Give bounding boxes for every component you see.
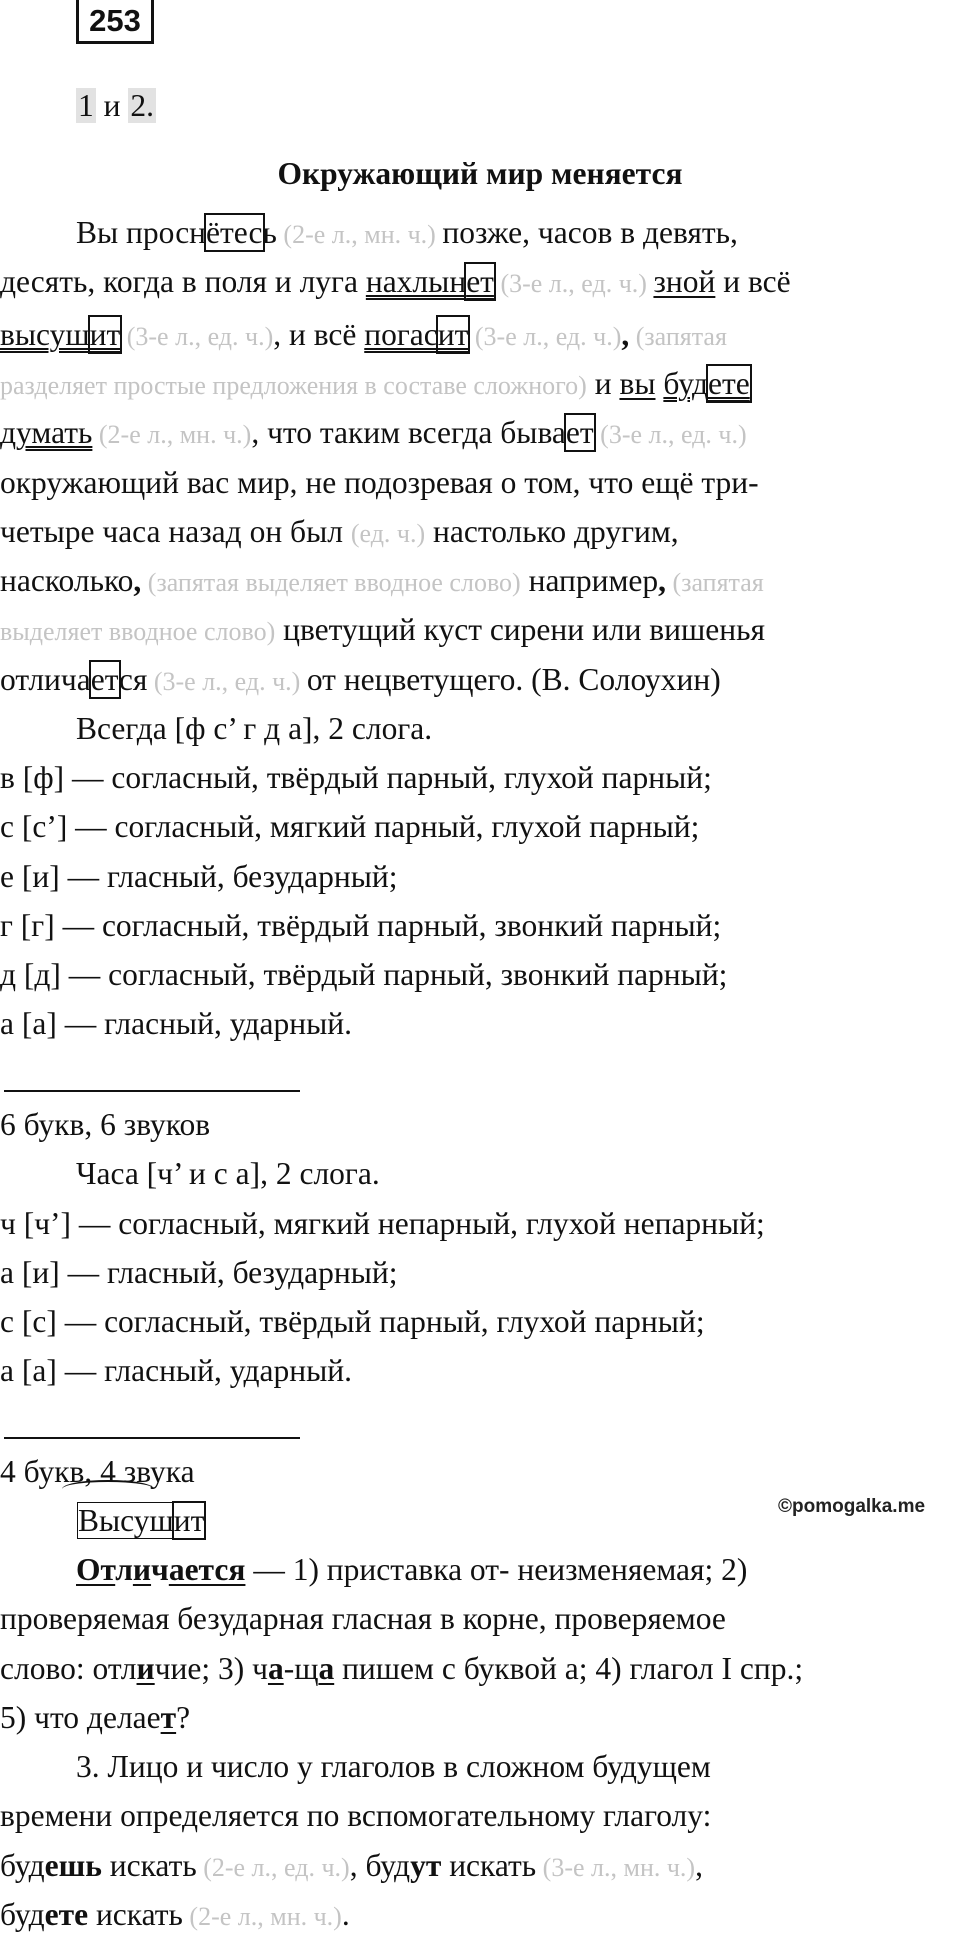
text: буд (0, 1897, 45, 1932)
text: четыре часа назад он был (0, 514, 351, 549)
orthogram: т (160, 1700, 177, 1735)
text: высуш (0, 317, 90, 352)
phonetic-line: е [и] — гласный, безударный; (0, 859, 398, 894)
text-title: Окружающий мир меняется (277, 156, 683, 191)
text-line (0, 661, 960, 701)
grammar-note: (запятая (629, 322, 727, 351)
predicate (0, 317, 120, 352)
phonetic-line: с [с’] — согласный, мягкий парный, глухой парный; (0, 809, 700, 844)
text-line (0, 365, 960, 405)
text-line: времени определяется по вспомогательному глаголу: (0, 1798, 712, 1833)
task-2: 2. (130, 88, 154, 123)
grammar-note: (2-е л., ед. ч.) (196, 1853, 350, 1882)
ending: ут (410, 1848, 442, 1883)
grammar-note: (3-е л., ед. ч.) (147, 667, 307, 696)
ending-box: ет (90, 662, 119, 697)
ending-box: ит (437, 317, 469, 352)
spelling-analysis (76, 1551, 960, 1589)
prefix: От (76, 1552, 116, 1587)
exercise-number: 253 (76, 0, 154, 44)
text: погас (364, 317, 438, 352)
predicate (366, 264, 494, 299)
text: , что таким всегда быва (251, 415, 566, 450)
text-line (0, 1650, 960, 1688)
text: и всё (715, 264, 791, 299)
text: Вы просн (76, 215, 207, 250)
grammar-note: (3-е л., ед. ч.) (468, 322, 622, 351)
grammar-note: (ед. ч.) (350, 519, 426, 548)
text: чие; 3) ч (154, 1651, 268, 1686)
grammar-note: (3-е л., ед. ч.) (493, 269, 654, 298)
text: и (95, 88, 129, 123)
text-line (0, 513, 960, 553)
text: . (341, 1897, 350, 1932)
text: насколько (0, 563, 134, 598)
text: настолько другим, (425, 514, 679, 549)
word-frame (78, 1503, 204, 1538)
text-line (0, 562, 960, 602)
text-line: окружающий вас мир, не подозревая о том, что ещё три- (0, 465, 759, 500)
phonetic-line: а [а] — гласный, ударный. (0, 1006, 352, 1041)
text: ? (176, 1700, 191, 1735)
ending-box: ётес (206, 215, 263, 250)
text: л (115, 1552, 133, 1587)
phonetic-line: г [г] — согласный, твёрдый парный, звонкий парный; (0, 908, 722, 943)
grammar-note: (запятая выделяет вводное слово) (141, 568, 521, 597)
grammar-note: (3-е л., ед. ч.) (593, 420, 747, 449)
grammar-note: разделяет простые предложения в составе сложного) (0, 371, 587, 400)
text-line (0, 263, 960, 303)
text-line (0, 1896, 960, 1936)
text: от нецветущего. (В. Солоухин) (306, 662, 721, 697)
task-3: 3. Лицо и число у глаголов в сложном будущем (76, 1749, 711, 1784)
orthogram: а (318, 1651, 335, 1686)
text: искать (441, 1848, 537, 1883)
text-line (0, 414, 960, 454)
orthogram: и (136, 1651, 155, 1686)
text-line: проверяемая безударная гласная в корне, проверяемое (0, 1601, 726, 1636)
comma: , (133, 563, 142, 598)
text: и (586, 366, 620, 401)
text: искать (88, 1897, 183, 1932)
task-1: 1 (78, 88, 94, 123)
text-line (0, 1847, 960, 1887)
ending-box: ит (173, 1503, 205, 1538)
phonetic-header: Часа [ч’ и с а], 2 слога. (76, 1156, 380, 1191)
text: , (695, 1848, 703, 1883)
text: искать (101, 1848, 197, 1883)
root-arc (62, 1480, 154, 1498)
ending: ешь (44, 1848, 102, 1883)
ending-box: ете (708, 366, 750, 401)
text: позже, часов в девять, (442, 215, 738, 250)
predicate (663, 366, 749, 401)
grammar-note: (2-е л., мн. ч.) (276, 220, 443, 249)
phonetic-line: с [с] — согласный, твёрдый парный, глухой парный; (0, 1304, 705, 1339)
text-line (76, 214, 960, 254)
grammar-note: (2-е л., мн. ч.) (182, 1902, 342, 1931)
text: буд (663, 366, 708, 401)
ending: ается (168, 1552, 246, 1587)
text: , буд (349, 1848, 411, 1883)
text: слово: отл (0, 1651, 137, 1686)
phonetic-line: а [а] — гласный, ударный. (0, 1353, 352, 1388)
ending: ете (44, 1897, 89, 1932)
text: ь (262, 215, 277, 250)
grammar-note: (3-е л., ед. ч.) (120, 322, 274, 351)
text: -щ (283, 1651, 319, 1686)
text: , и всё (273, 317, 365, 352)
text: нахлын (365, 264, 467, 299)
predicate: думать (0, 415, 93, 450)
phonetic-line: а [и] — гласный, безударный; (0, 1255, 398, 1290)
text: например (520, 563, 659, 598)
divider (4, 1437, 300, 1439)
comma: , (621, 317, 630, 352)
predicate (364, 317, 468, 352)
text-line (0, 1699, 960, 1737)
text: Высуш (78, 1503, 174, 1538)
orthogram: а (267, 1651, 284, 1686)
subject: зной (653, 264, 716, 299)
phonetic-summary: 6 букв, 6 звуков (0, 1107, 211, 1142)
grammar-note: выделяет вводное слово) (0, 617, 276, 646)
text: десять, когда в поля и луга (0, 264, 366, 299)
grammar-note: (3-е л., мн. ч.) (536, 1853, 696, 1882)
ending-box: ет (565, 415, 594, 450)
text: буд (0, 1848, 45, 1883)
grammar-note: (2-е л., мн. ч.) (92, 420, 252, 449)
text: цветущий куст сирени или вишенья (275, 612, 765, 647)
watermark: ©pomogalka.me (778, 1496, 926, 1517)
text: ч (151, 1552, 169, 1587)
phonetic-header: Всегда [ф с’ г д а], 2 слога. (76, 711, 433, 746)
text: отлича (0, 662, 91, 697)
text-line (0, 316, 960, 356)
phonetic-line: в [ф] — согласный, твёрдый парный, глухой парный; (0, 760, 712, 795)
ending-box: ит (89, 317, 121, 352)
phonetic-line: д [д] — согласный, твёрдый парный, звонкий парный; (0, 957, 728, 992)
text: ся (118, 662, 148, 697)
phonetic-line: ч [ч’] — согласный, мягкий непарный, глухой непарный; (0, 1206, 765, 1241)
ending-box: ет (466, 264, 494, 299)
task-numbers (76, 87, 960, 125)
comma: , (658, 563, 667, 598)
text: 5) что делае (0, 1700, 161, 1735)
grammar-note: (запятая (666, 568, 764, 597)
text: пишем с буквой а; 4) глагол I спр.; (334, 1651, 804, 1686)
text: — 1) приставка от- неизменяемая; 2) (245, 1552, 748, 1587)
orthogram: и (132, 1552, 152, 1587)
divider (4, 1090, 300, 1092)
subject: вы (619, 366, 656, 401)
phonetic-summary: 4 букв, 4 звука (0, 1454, 195, 1489)
text-line (0, 611, 960, 651)
